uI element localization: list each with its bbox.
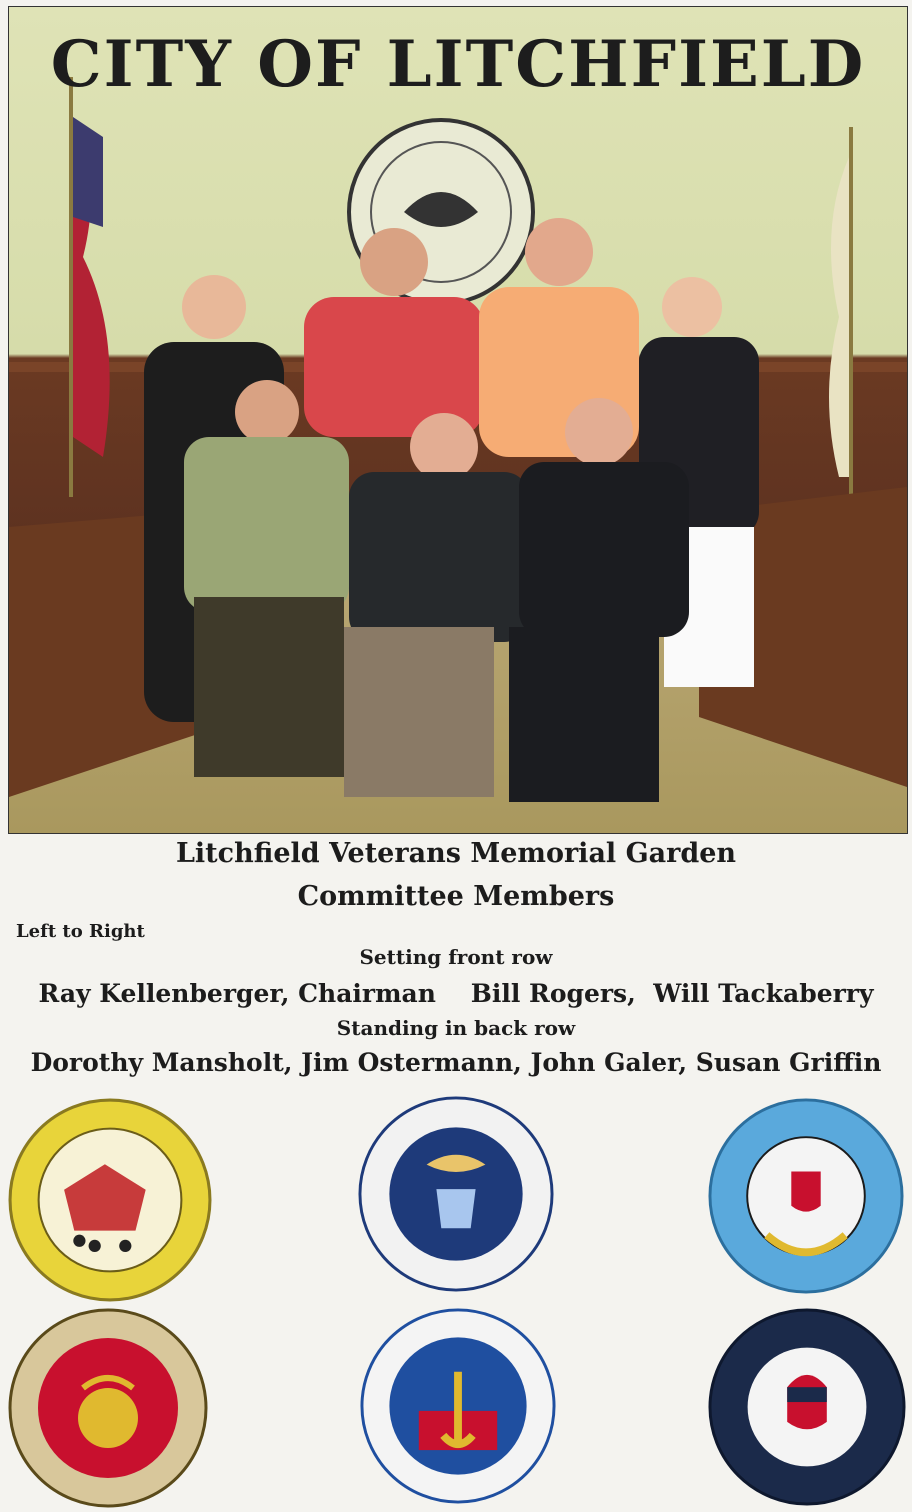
coast-guard-seal bbox=[708, 1098, 904, 1294]
air-force-seal bbox=[358, 1096, 554, 1292]
caption-title-line1: Litchfield Veterans Memorial Garden bbox=[175, 838, 737, 869]
merchant-marine-seal bbox=[360, 1308, 556, 1504]
front-row-heading: Setting front row bbox=[359, 945, 553, 969]
group-photo bbox=[8, 6, 908, 834]
wall-sign: CITY OF LITCHFIELD bbox=[50, 27, 866, 102]
navy-seal bbox=[708, 1308, 906, 1506]
back-row-heading: Standing in back row bbox=[336, 1016, 576, 1040]
marine-corps-seal bbox=[8, 1308, 208, 1508]
caption-title-line2: Committee Members bbox=[297, 881, 615, 912]
army-seal bbox=[8, 1098, 212, 1302]
direction-label: Left to Right bbox=[16, 921, 145, 942]
front-row-names: Ray Kellenberger, Chairman Bill Rogers, Will Tackaberry bbox=[38, 979, 874, 1008]
back-row-names: Dorothy Mansholt, Jim Ostermann, John Galer, Susan Griffin bbox=[30, 1048, 882, 1077]
people bbox=[144, 218, 759, 802]
photo-illustration bbox=[9, 7, 907, 833]
